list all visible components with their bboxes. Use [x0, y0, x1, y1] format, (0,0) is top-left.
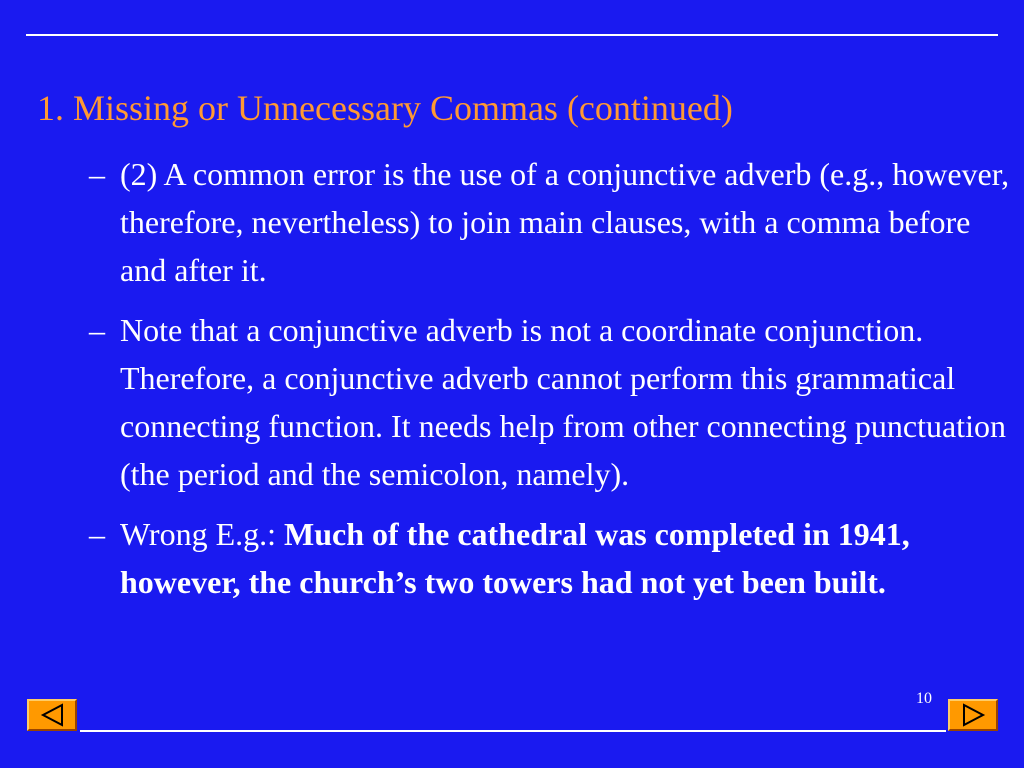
- bullet-item: [89, 150, 1014, 294]
- previous-slide-button[interactable]: [27, 699, 77, 731]
- bullet-item: [89, 306, 1014, 498]
- bullet-list: [89, 150, 1014, 618]
- slide-title: 1. Missing or Unnecessary Commas (continued): [37, 88, 733, 128]
- bullet-text: (2) A common error is the use of a conjunctive adverb (e.g., however, therefore, nevertheless) to join main clauses, with a comma before and after it.: [120, 156, 1010, 288]
- slide-number: 10: [916, 690, 932, 707]
- bullet-dash: –: [89, 312, 105, 348]
- top-divider: [26, 34, 998, 36]
- example-sentence: Much of the cathedral was completed in 1941, however, the church’s two towers had not yet been built.: [120, 516, 910, 600]
- triangle-right-icon: [950, 701, 996, 729]
- bullet-text: Note that a conjunctive adverb is not a coordinate conjunction. Therefore, a conjunctive adverb cannot perform this grammatical connecting function. It needs help from other connecting punctuation (the period and the semicolon, namely).: [120, 312, 1006, 492]
- example-label: Wrong E.g.:: [120, 516, 285, 552]
- bullet-dash: –: [89, 516, 105, 552]
- bottom-divider: [80, 730, 946, 732]
- next-slide-button[interactable]: [948, 699, 998, 731]
- triangle-left-icon: [29, 701, 75, 729]
- bullet-dash: –: [89, 156, 105, 192]
- bullet-item: [89, 510, 1014, 606]
